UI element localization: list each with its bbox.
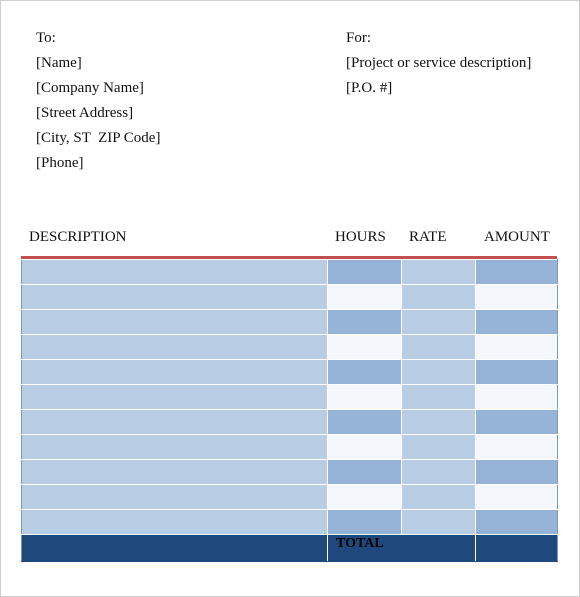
rate-cell[interactable] [402,385,476,410]
rate-cell[interactable] [402,285,476,310]
rate-cell[interactable] [402,260,476,285]
description-cell[interactable] [22,510,328,535]
amount-cell[interactable] [476,335,558,360]
description-cell[interactable] [22,435,328,460]
hours-cell[interactable] [328,410,402,435]
description-cell[interactable] [22,385,328,410]
table-row [22,260,558,285]
to-phone-field[interactable]: [Phone] [36,155,84,171]
table-row [22,360,558,385]
description-cell[interactable] [22,360,328,385]
to-company-field[interactable]: [Company Name] [36,80,144,96]
hours-cell[interactable] [328,385,402,410]
table-row [22,510,558,535]
po-number-field[interactable]: [P.O. #] [346,80,393,96]
description-cell[interactable] [22,485,328,510]
amount-cell[interactable] [476,285,558,310]
table-row [22,485,558,510]
table-row [22,435,558,460]
for-block [346,26,531,101]
table-row [22,410,558,435]
amount-cell[interactable] [476,260,558,285]
amount-cell[interactable] [476,510,558,535]
rate-cell[interactable] [402,460,476,485]
header-hours: HOURS [335,229,386,245]
project-description-field[interactable]: [Project or service description] [346,55,532,71]
hours-cell[interactable] [328,285,402,310]
description-cell[interactable] [22,410,328,435]
total-spacer [22,535,328,562]
table-row [22,460,558,485]
rate-cell[interactable] [402,435,476,460]
header-description: DESCRIPTION [29,229,127,245]
table-row [22,385,558,410]
description-cell[interactable] [22,285,328,310]
to-city-field[interactable]: [City, ST ZIP Code] [36,130,161,146]
table-row [22,310,558,335]
to-name-field[interactable]: [Name] [36,55,82,71]
description-cell[interactable] [22,310,328,335]
amount-cell[interactable] [476,385,558,410]
amount-cell[interactable] [476,410,558,435]
total-label: TOTAL [328,535,476,562]
header-rate: RATE [409,229,447,245]
hours-cell[interactable] [328,360,402,385]
amount-cell[interactable] [476,310,558,335]
hours-cell[interactable] [328,260,402,285]
line-items-table [21,259,558,562]
hours-cell[interactable] [328,485,402,510]
bill-to-block [36,26,160,176]
hours-cell[interactable] [328,435,402,460]
to-label: To: [36,30,56,46]
rate-cell[interactable] [402,335,476,360]
amount-cell[interactable] [476,460,558,485]
rate-cell[interactable] [402,310,476,335]
description-cell[interactable] [22,460,328,485]
amount-cell[interactable] [476,485,558,510]
rate-cell[interactable] [402,410,476,435]
total-amount-cell[interactable] [476,535,558,562]
rate-cell[interactable] [402,360,476,385]
for-label: For: [346,30,372,46]
hours-cell[interactable] [328,460,402,485]
hours-cell[interactable] [328,510,402,535]
amount-cell[interactable] [476,435,558,460]
table-row [22,285,558,310]
rate-cell[interactable] [402,485,476,510]
amount-cell[interactable] [476,360,558,385]
rate-cell[interactable] [402,510,476,535]
description-cell[interactable] [22,335,328,360]
description-cell[interactable] [22,260,328,285]
table-row [22,335,558,360]
hours-cell[interactable] [328,310,402,335]
header-amount: AMOUNT [484,229,550,245]
total-row [22,535,558,562]
to-street-field[interactable]: [Street Address] [36,105,134,121]
hours-cell[interactable] [328,335,402,360]
table-header [0,229,580,251]
